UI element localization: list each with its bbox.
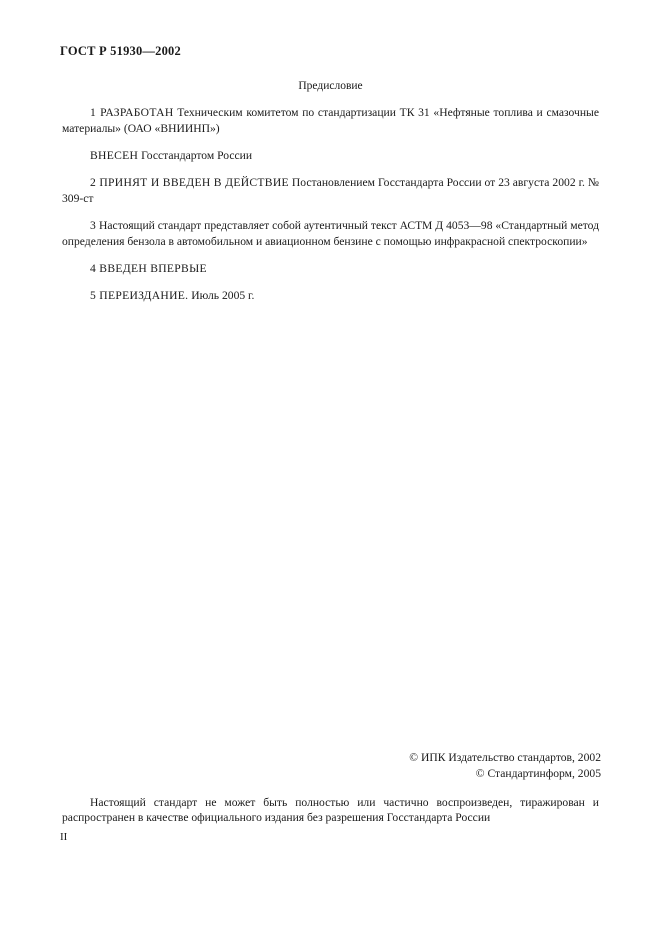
foreword-paragraph-4 <box>62 218 599 250</box>
foreword-paragraph-5 <box>62 261 599 277</box>
foreword-paragraph-1 <box>62 105 599 137</box>
copyright-line-publisher: © ИПК Издательство стандартов, 2002 <box>409 751 601 764</box>
standard-code: ГОСТ Р 51930—2002 <box>60 44 181 58</box>
paragraph-lead: 2 ПРИНЯТ И ВВЕДЕН В ДЕЙСТВИЕ <box>90 176 289 189</box>
page-number: II <box>60 831 68 843</box>
reproduction-notice: Настоящий стандарт не может быть полностью или частично воспроизведен, тиражирован и распространен в качестве официального издания без разрешения Госстандарта России <box>62 796 599 824</box>
foreword-body <box>62 105 599 315</box>
paragraph-lead: 1 РАЗРАБОТАН <box>90 106 174 119</box>
paragraph-lead: ВНЕСЕН <box>90 149 139 162</box>
paragraph-text: Июль 2005 г. <box>188 289 255 302</box>
foreword-paragraph-2 <box>62 148 599 164</box>
paragraph-lead: 3 <box>90 219 97 232</box>
copyright-line-standartinform: © Стандартинформ, 2005 <box>475 767 601 780</box>
paragraph-text: Техническим комитетом по стандартизации ТК 31 «Нефтяные топлива и смазочные материалы» (ОАО «ВНИИНП») <box>62 106 599 135</box>
foreword-paragraph-3 <box>62 175 599 207</box>
paragraph-text: Постановлением Госстандарта России от 23 августа 2002 г. № 309-ст <box>62 176 599 205</box>
paragraph-text: Госстандартом России <box>138 149 253 162</box>
paragraph-lead: 5 ПЕРЕИЗДАНИЕ. <box>90 289 189 302</box>
copyright-block <box>409 750 601 782</box>
paragraph-lead: 4 ВВЕДЕН ВПЕРВЫЕ <box>90 262 207 275</box>
foreword-paragraph-6 <box>62 288 599 304</box>
paragraph-text: Настоящий стандарт представляет собой аутентичный текст АСТМ Д 4053—98 «Стандартный метод определения бензола в автомобильном и авиационном бензине с помощью инфракрасной спектроскопии» <box>62 219 599 248</box>
foreword-title: Предисловие <box>298 80 363 92</box>
